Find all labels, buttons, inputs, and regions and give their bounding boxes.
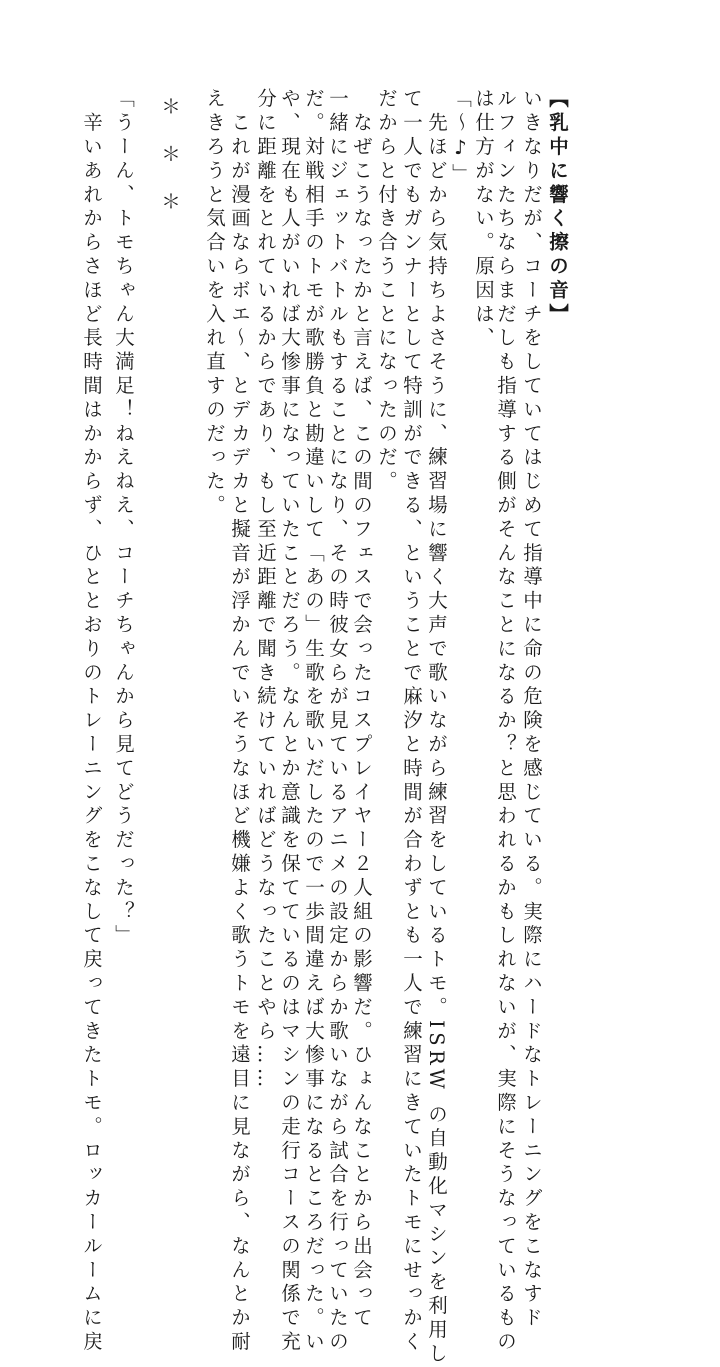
scene-break-asterisks: ＊＊＊ — [158, 96, 181, 239]
text-column: 「うーん、トモちゃん大満足！ねえねえ、コーチちゃんから見てどうだった？」 — [112, 88, 135, 949]
text-column: 辛いあれからさほど長時間はかからず、ひととおりのトレーニングをこなして戻ってきたトモ。ロッカールームに戻 — [80, 88, 103, 1355]
text-column: だ。対戦相手のトモが歌勝負と勘違いして「あの」生歌を歌いだしたので一歩間違えば大惨事になるところだった。い — [302, 88, 325, 1355]
text-column: や、現在も人がいれば大惨事になっていたことだろう。なんとか意識を保てているのはマシンの走行コースの関係で充 — [278, 88, 301, 1355]
text-column: えきろうと気合いを入れ直すのだった。 — [203, 88, 226, 519]
text-column: なぜこうなったかと言えば、この間のフェスで会ったコスプレイヤー２人組の影響だ。ひょんなことから出会って — [350, 88, 373, 1331]
text-column: だからと付き合うことになったのだ。 — [375, 88, 398, 495]
text-column: 一緒にジェットバトルもすることになり、その時彼女らが見ているアニメの設定からか歌いながら試合を行っていたの — [326, 88, 349, 1355]
text-column: て一人でもガンナーとして特訓ができる、ということで麻汐と時間が合わずとも一人で練習にきていたトモにせっかく — [400, 88, 423, 1355]
text-column: は仕方がない。原因は、 — [472, 88, 495, 351]
text-column: ルフィンたちならまだしも指導する側がそんなことになるか？と思われるかもしれないが、実際にそうなっているもの — [494, 88, 517, 1355]
section-title: 【乳中に響く擦の音】 — [546, 88, 569, 327]
text-column: 分に距離をとれているからであり、もし至近距離で聞き続けていればどうなったことやら…… — [254, 88, 277, 1092]
text-column: 先ほどから気持ちよさそうに、練習場に響く大声で歌いながら練習をしているトモ。ISRW の自動化マシンを利用し — [425, 88, 448, 1367]
text-column: 「～♪」 — [449, 88, 472, 188]
text-column: これが漫画ならボエ～、とデカデカと擬音が浮かんでいそうなほど機嫌よく歌うトモを遠目に見ながら、なんとか耐 — [228, 88, 251, 1355]
text-column: いきなりだが、コーチをしていてはじめて指導中に命の危険を感じている。実際にハードなトレーニングをこなすド — [520, 88, 543, 1331]
